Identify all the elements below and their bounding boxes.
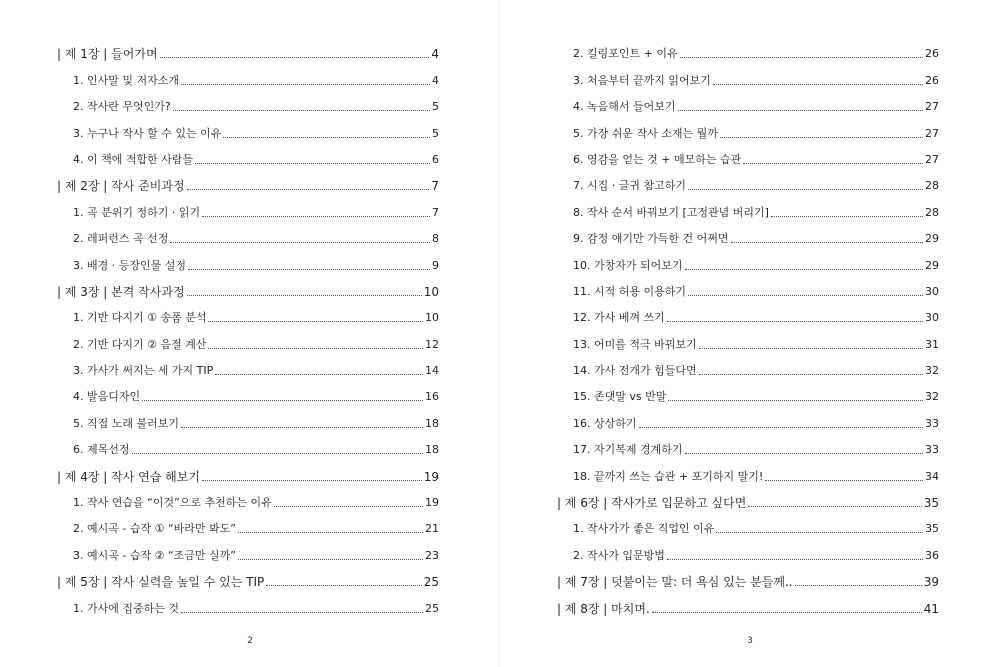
dot-leader bbox=[181, 611, 423, 613]
toc-section-entry bbox=[557, 404, 939, 430]
dot-leader bbox=[699, 373, 923, 375]
dot-leader bbox=[142, 399, 423, 401]
toc-section-entry bbox=[57, 536, 439, 562]
toc-entry-title: | 제 2장 | 작사 준비과정 bbox=[57, 179, 185, 194]
toc-chapter-entry bbox=[57, 457, 439, 483]
dot-leader bbox=[765, 479, 923, 481]
toc-section-entry bbox=[557, 35, 939, 61]
toc-entry-page: 14 bbox=[425, 364, 439, 378]
toc-section-entry bbox=[557, 510, 939, 536]
toc-entry-page: 32 bbox=[925, 390, 939, 404]
dot-leader bbox=[202, 215, 430, 217]
dot-leader bbox=[181, 426, 423, 428]
dot-leader bbox=[716, 531, 923, 533]
toc-entry-page: 23 bbox=[425, 548, 439, 562]
toc-entry-page: 16 bbox=[425, 390, 439, 404]
toc-entry-title: | 제 6장 | 작사가로 입문하고 싶다면 bbox=[557, 496, 747, 511]
toc-section-entry bbox=[57, 378, 439, 404]
toc-entry-page: 28 bbox=[925, 179, 939, 193]
dot-leader bbox=[678, 109, 924, 111]
dot-leader bbox=[639, 426, 924, 428]
toc-entry-title: 13. 어미를 적극 바꿔보기 bbox=[573, 337, 697, 351]
toc-entry-page: 25 bbox=[425, 601, 439, 615]
toc-entry-title: 11. 시적 허용 이용하기 bbox=[573, 284, 686, 298]
toc-entry-page: 33 bbox=[925, 443, 939, 457]
toc-entry-title: 1. 작사 연습을 “이것”으로 추천하는 이유 bbox=[73, 496, 272, 510]
toc-entry-title: 16. 상상하기 bbox=[573, 416, 637, 430]
dot-leader bbox=[238, 531, 423, 533]
dot-leader bbox=[667, 320, 923, 322]
toc-entry-page: 26 bbox=[925, 73, 939, 87]
toc-entry-title: 7. 시집 · 글귀 참고하기 bbox=[573, 179, 686, 193]
toc-entry-title: | 제 1장 | 들어가며 bbox=[57, 47, 158, 62]
toc-entry-page: 8 bbox=[432, 232, 439, 246]
toc-section-entry bbox=[557, 299, 939, 325]
toc-section-entry bbox=[557, 325, 939, 351]
toc-entry-page: 39 bbox=[923, 575, 939, 590]
toc-entry-title: 1. 작사가가 좋은 직업인 이유 bbox=[573, 522, 715, 536]
toc-entry-page: 6 bbox=[432, 152, 439, 166]
toc-entry-title: 2. 예시곡 - 습작 ① “바라만 봐도” bbox=[73, 522, 236, 536]
toc-entry-page: 35 bbox=[925, 522, 939, 536]
toc-entry-page: 31 bbox=[925, 337, 939, 351]
toc-entry-title: 3. 예시곡 - 습작 ② “조금만 실까” bbox=[73, 548, 236, 562]
toc-entry-page: 19 bbox=[423, 469, 439, 484]
dot-leader bbox=[713, 83, 923, 85]
dot-leader bbox=[652, 611, 922, 613]
toc-entry-title: 8. 작사 순서 바꿔보기 [고정관념 버리기] bbox=[573, 205, 769, 219]
toc-entry-page: 27 bbox=[925, 152, 939, 166]
page-number: 2 bbox=[247, 636, 253, 646]
toc-entry-page: 7 bbox=[432, 205, 439, 219]
toc-section-entry bbox=[57, 246, 439, 272]
toc-section-entry bbox=[57, 299, 439, 325]
toc-entry-title: 17. 자기복제 경계하기 bbox=[573, 443, 683, 457]
toc-section-entry bbox=[57, 88, 439, 114]
toc-entry-title: 9. 감정 얘기만 가득한 건 어쩌면 bbox=[573, 232, 729, 246]
toc-entry-title: 5. 직접 노래 불러보기 bbox=[73, 416, 179, 430]
toc-entry-title: 6. 제목선정 bbox=[73, 443, 130, 457]
toc-entry-page: 32 bbox=[925, 364, 939, 378]
toc-section-entry bbox=[557, 167, 939, 193]
toc-entry-title: 4. 녹음해서 들어보기 bbox=[573, 100, 676, 114]
toc-list-right bbox=[557, 35, 939, 616]
dot-leader bbox=[685, 268, 924, 270]
toc-section-entry bbox=[57, 352, 439, 378]
toc-entry-title: 3. 처음부터 끝까지 읽어보기 bbox=[573, 73, 711, 87]
toc-entry-title: 2. 작사가 입문방법 bbox=[573, 548, 665, 562]
toc-entry-page: 12 bbox=[425, 337, 439, 351]
toc-entry-page: 5 bbox=[432, 126, 439, 140]
toc-chapter-entry bbox=[557, 589, 939, 615]
toc-entry-title: 4. 발음디자인 bbox=[73, 390, 141, 404]
toc-section-entry bbox=[557, 193, 939, 219]
toc-chapter-entry bbox=[557, 563, 939, 589]
dot-leader bbox=[208, 320, 423, 322]
toc-entry-page: 27 bbox=[925, 126, 939, 140]
toc-section-entry bbox=[557, 352, 939, 378]
toc-entry-page: 18 bbox=[425, 416, 439, 430]
toc-entry-page: 10 bbox=[425, 311, 439, 325]
dot-leader bbox=[202, 479, 422, 481]
toc-entry-title: 4. 이 책에 적합한 사람들 bbox=[73, 152, 194, 166]
toc-section-entry bbox=[557, 88, 939, 114]
toc-entry-title: 12. 가사 베껴 쓰기 bbox=[573, 311, 665, 325]
toc-entry-title: 1. 기반 다지기 ① 송폼 분석 bbox=[73, 311, 207, 325]
toc-section-entry bbox=[557, 220, 939, 246]
toc-chapter-entry bbox=[557, 484, 939, 510]
toc-section-entry bbox=[57, 484, 439, 510]
toc-chapter-entry bbox=[57, 273, 439, 299]
toc-entry-page: 21 bbox=[425, 522, 439, 536]
toc-section-entry bbox=[57, 510, 439, 536]
toc-section-entry bbox=[557, 457, 939, 483]
toc-chapter-entry bbox=[57, 35, 439, 61]
dot-leader bbox=[688, 188, 923, 190]
dot-leader bbox=[132, 452, 424, 454]
toc-entry-title: | 제 4장 | 작사 연습 해보기 bbox=[57, 469, 200, 484]
dot-leader bbox=[181, 83, 430, 85]
dot-leader bbox=[188, 268, 430, 270]
dot-leader bbox=[173, 109, 430, 111]
toc-entry-title: 14. 가사 전개가 힘들다면 bbox=[573, 364, 697, 378]
toc-entry-title: 1. 곡 분위기 정하기 · 읽기 bbox=[73, 205, 201, 219]
toc-chapter-entry bbox=[57, 167, 439, 193]
dot-leader bbox=[685, 452, 924, 454]
toc-entry-title: 1. 가사에 집중하는 것 bbox=[73, 601, 179, 615]
dot-leader bbox=[238, 558, 423, 560]
toc-entry-page: 29 bbox=[925, 232, 939, 246]
dot-leader bbox=[215, 373, 423, 375]
toc-entry-title: 3. 누구나 작사 할 수 있는 이유 bbox=[73, 126, 222, 140]
dot-leader bbox=[680, 56, 923, 58]
toc-entry-title: 15. 존댓말 vs 반말 bbox=[573, 390, 667, 404]
toc-entry-title: 2. 레퍼런스 곡 선정 bbox=[73, 232, 169, 246]
toc-section-entry bbox=[57, 325, 439, 351]
toc-section-entry bbox=[57, 220, 439, 246]
dot-leader bbox=[743, 162, 923, 164]
toc-entry-page: 29 bbox=[925, 258, 939, 272]
toc-entry-title: 5. 가장 쉬운 작사 소재는 뭘까 bbox=[573, 126, 718, 140]
toc-entry-page: 18 bbox=[425, 443, 439, 457]
toc-section-entry bbox=[57, 193, 439, 219]
dot-leader bbox=[748, 505, 921, 507]
toc-entry-page: 41 bbox=[923, 601, 939, 616]
toc-entry-title: 6. 영감을 얻는 것 + 메모하는 습관 bbox=[573, 152, 742, 166]
dot-leader bbox=[731, 241, 924, 243]
toc-entry-title: 1. 인사말 및 저자소개 bbox=[73, 73, 179, 87]
dot-leader bbox=[266, 584, 421, 586]
dot-leader bbox=[187, 188, 430, 190]
toc-entry-title: 3. 가사가 써지는 세 가지 TIP bbox=[73, 364, 214, 378]
toc-chapter-entry bbox=[57, 563, 439, 589]
dot-leader bbox=[223, 136, 430, 138]
toc-section-entry bbox=[57, 589, 439, 615]
toc-list-left bbox=[57, 35, 439, 616]
toc-entry-page: 9 bbox=[432, 258, 439, 272]
toc-entry-page: 34 bbox=[925, 469, 939, 483]
toc-entry-page: 25 bbox=[423, 575, 439, 590]
dot-leader bbox=[771, 215, 923, 217]
page-divider bbox=[498, 0, 499, 667]
dot-leader bbox=[688, 294, 923, 296]
toc-entry-page: 19 bbox=[425, 496, 439, 510]
toc-section-entry bbox=[57, 404, 439, 430]
dot-leader bbox=[667, 558, 923, 560]
toc-entry-page: 10 bbox=[423, 284, 439, 299]
toc-entry-page: 30 bbox=[925, 311, 939, 325]
toc-entry-title: 2. 기반 다지기 ② 음절 계산 bbox=[73, 337, 207, 351]
toc-section-entry bbox=[557, 114, 939, 140]
toc-entry-page: 7 bbox=[431, 179, 439, 194]
toc-section-entry bbox=[57, 114, 439, 140]
toc-section-entry bbox=[557, 141, 939, 167]
toc-entry-title: 2. 작사란 무엇인가? bbox=[73, 100, 171, 114]
right-page bbox=[500, 0, 1000, 667]
dot-leader bbox=[170, 241, 430, 243]
toc-section-entry bbox=[557, 246, 939, 272]
toc-section-entry bbox=[57, 431, 439, 457]
toc-entry-title: | 제 8장 | 마치며. bbox=[557, 601, 650, 616]
dot-leader bbox=[699, 347, 923, 349]
toc-entry-title: | 제 3장 | 본격 작사과정 bbox=[57, 284, 185, 299]
toc-entry-title: | 제 7장 | 덧붙이는 말: 더 욕심 있는 분들께.. bbox=[557, 575, 793, 590]
toc-entry-title: 3. 배경 · 등장인물 설정 bbox=[73, 258, 186, 272]
toc-entry-page: 4 bbox=[432, 73, 439, 87]
toc-entry-page: 27 bbox=[925, 100, 939, 114]
toc-entry-title: 18. 끝까지 쓰는 습관 + 포기하지 말기! bbox=[573, 469, 764, 483]
toc-section-entry bbox=[557, 273, 939, 299]
dot-leader bbox=[195, 162, 430, 164]
dot-leader bbox=[187, 294, 422, 296]
toc-entry-title: | 제 5장 | 작사 실력을 높일 수 있는 TIP bbox=[57, 575, 265, 590]
toc-entry-page: 4 bbox=[431, 47, 439, 62]
dot-leader bbox=[160, 56, 430, 58]
dot-leader bbox=[274, 505, 423, 507]
page-number: 3 bbox=[747, 636, 753, 646]
dot-leader bbox=[208, 347, 423, 349]
toc-section-entry bbox=[557, 61, 939, 87]
dot-leader bbox=[795, 584, 922, 586]
toc-entry-page: 33 bbox=[925, 416, 939, 430]
toc-entry-page: 5 bbox=[432, 100, 439, 114]
toc-section-entry bbox=[557, 536, 939, 562]
toc-entry-page: 36 bbox=[925, 548, 939, 562]
dot-leader bbox=[668, 399, 923, 401]
toc-entry-page: 28 bbox=[925, 205, 939, 219]
toc-entry-title: 10. 가창자가 되어보기 bbox=[573, 258, 683, 272]
toc-entry-page: 30 bbox=[925, 284, 939, 298]
toc-section-entry bbox=[557, 378, 939, 404]
toc-section-entry bbox=[57, 61, 439, 87]
toc-entry-title: 2. 킬링포인트 + 이유 bbox=[573, 47, 678, 61]
toc-section-entry bbox=[557, 431, 939, 457]
toc-section-entry bbox=[57, 141, 439, 167]
toc-entry-page: 35 bbox=[923, 496, 939, 511]
dot-leader bbox=[720, 136, 923, 138]
toc-entry-page: 26 bbox=[925, 47, 939, 61]
